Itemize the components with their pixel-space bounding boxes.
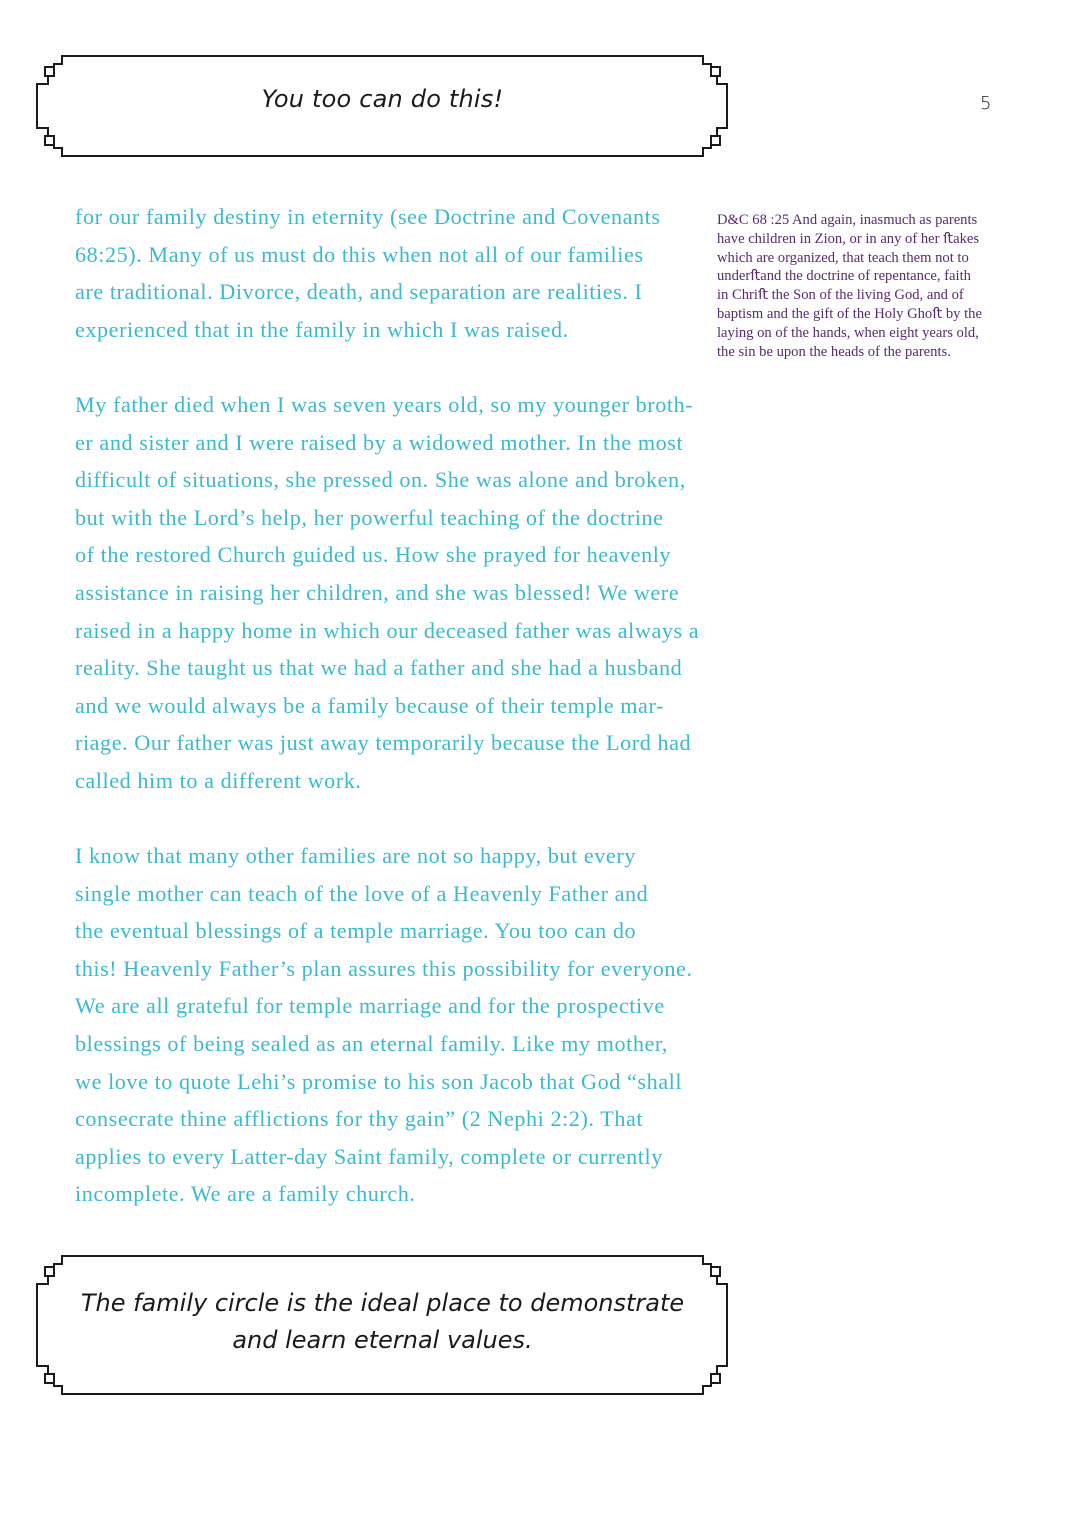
text-line: single mother can teach of the love of a Heavenly Father and xyxy=(75,880,649,906)
text-line: assistance in raising her children, and she was blessed! We were xyxy=(75,579,680,605)
text-line: for our family destiny in eternity (see Doctrine and Covenants xyxy=(75,204,661,229)
text-line: I know that many other families are not so happy, but every xyxy=(75,843,636,869)
sidenote-line: laying on of the hands, when eight years old, xyxy=(717,324,979,341)
text-line: we love to quote Lehi’s promise to his son Jacob that God “shall xyxy=(75,1068,683,1094)
text-line: My father died when I was seven years old, so my younger broth- xyxy=(75,391,694,417)
text-line: We are all grateful for temple marriage and for the prospective xyxy=(75,993,665,1019)
text-line: applies to every Latter-day Saint family, complete or currently xyxy=(75,1143,663,1169)
pull-quote-frame xyxy=(36,1255,729,1395)
text-line: the eventual blessings of a temple marriage. You too can do xyxy=(75,918,637,944)
text-line: experienced that in the family in which I was raised. xyxy=(75,316,569,342)
sidenote-line: the sin be upon the heads of the parents. xyxy=(717,343,951,360)
sidenote-line: underﬅand the doctrine of repentance, faith xyxy=(717,268,971,285)
page-number: 5 xyxy=(980,93,992,114)
paragraph xyxy=(75,198,695,348)
text-line: er and sister and I were raised by a widowed mother. In the most xyxy=(75,429,684,455)
body-text xyxy=(75,198,700,1251)
text-line: and we would always be a family because of their temple mar- xyxy=(75,692,664,718)
text-line: raised in a happy home in which our deceased father was always a xyxy=(75,617,700,643)
quote-line: and learn eternal values. xyxy=(232,1326,533,1354)
sidenote-line: in Chriﬅ the Son of the living God, and of xyxy=(717,287,964,304)
sidenote-line: have children in Zion, or in any of her ﬅakes xyxy=(717,230,980,247)
sidenote-line: baptism and the gift of the Holy Ghoﬅ by the xyxy=(717,305,982,322)
text-line: of the restored Church guided us. How she prayed for heavenly xyxy=(75,542,672,568)
header-title: You too can do this! xyxy=(261,85,504,113)
scripture-sidenote xyxy=(717,211,1007,361)
sidenote-line: D&C 68 :25 And again, inasmuch as parents xyxy=(717,212,978,228)
text-line: but with the Lord’s help, her powerful teaching of the doctrine xyxy=(75,504,664,530)
text-line: consecrate thine afflictions for thy gain” (2 Nephi 2:2). That xyxy=(75,1106,644,1132)
text-line: this! Heavenly Father’s plan assures this possibility for everyone. xyxy=(75,955,693,981)
text-line: called him to a different work. xyxy=(75,767,362,793)
text-line: blessings of being sealed as an eternal family. Like my mother, xyxy=(75,1031,669,1057)
text-line: riage. Our father was just away temporarily because the Lord had xyxy=(75,730,692,756)
header-frame xyxy=(36,55,729,157)
sidenote-line: which are organized, that teach them not to xyxy=(717,249,969,266)
paragraph xyxy=(75,386,700,800)
text-line: are traditional. Divorce, death, and separation are realities. I xyxy=(75,279,643,305)
text-line: 68:25). Many of us must do this when not all of our families xyxy=(75,241,644,267)
text-line: incomplete. We are a family church. xyxy=(75,1181,416,1207)
paragraph xyxy=(75,837,695,1213)
text-line: reality. She taught us that we had a father and she had a husband xyxy=(75,655,683,681)
pull-quote xyxy=(36,1285,729,1359)
text-line: difficult of situations, she pressed on. She was alone and broken, xyxy=(75,467,686,493)
quote-line: The family circle is the ideal place to demonstrate xyxy=(80,1289,685,1317)
